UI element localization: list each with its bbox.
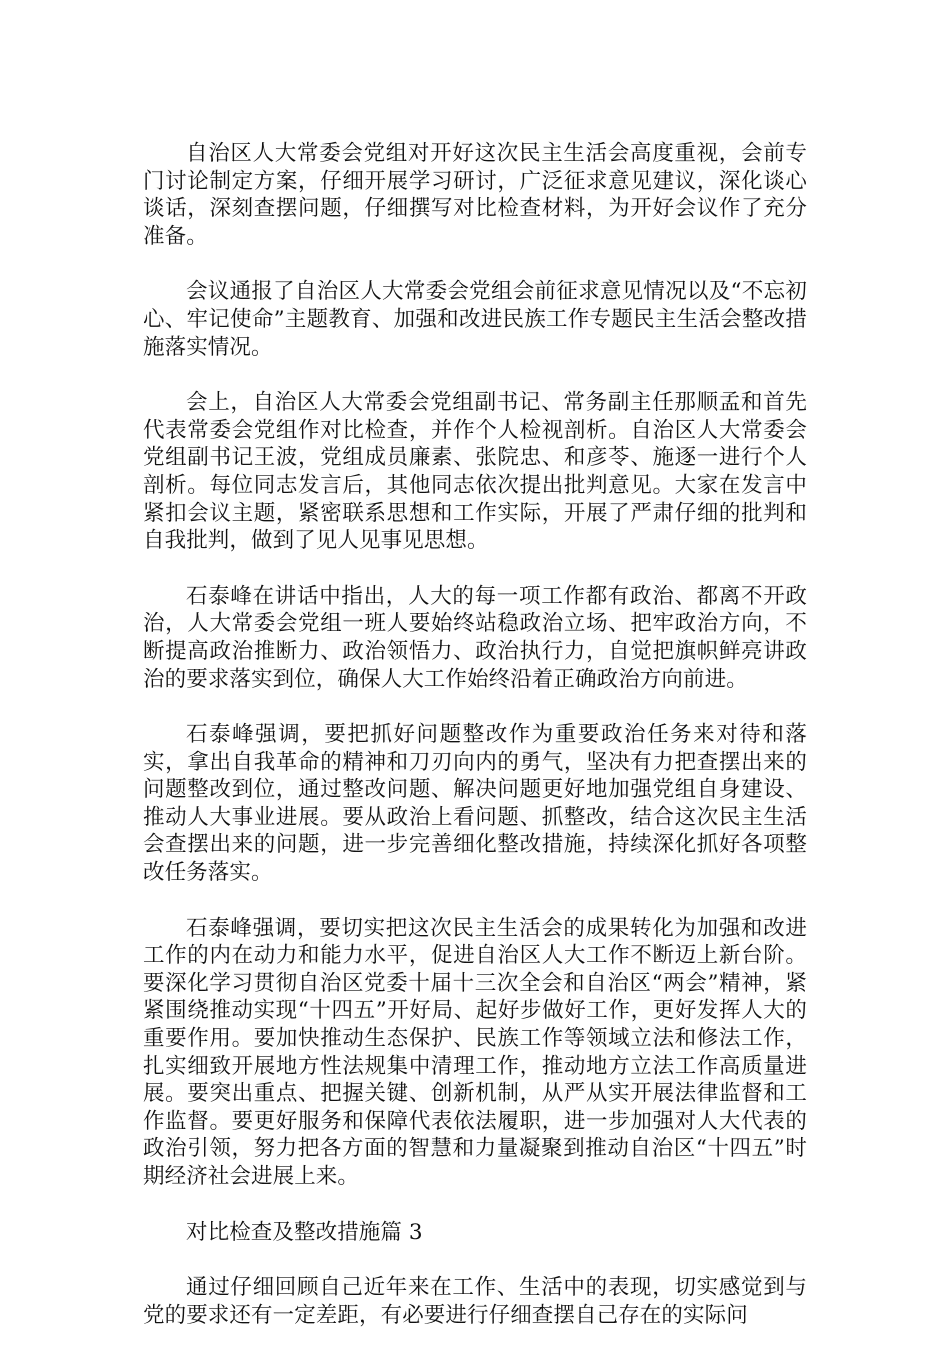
paragraph-meeting-report: 会议通报了自治区人大常委会党组会前征求意见情况以及“不忘初心、牢记使命”主题教育、加强和改进民族工作专题民主生活会整改措施落实情况。 [143, 279, 807, 360]
paragraph-outcome-conversion: 石泰峰强调，要切实把这次民主生活会的成果转化为加强和改进工作的内在动力和能力水平，促进自治区人大工作不断迈上新台阶。要深化学习贯彻自治区党委十届十三次全会和自治区“两会”精神，紧紧围绕推动实现“十四五”开好局、起好步做好工作，更好发挥人大的重要作用。要加快推动生态保护、民族工作等领域立法和修法工作，扎实细致开展地方性法规集中清理工作，推动地方立法工作高质量进展。要突出重点、把握关键、创新机制，从严从实开展法律监督和工作监督。要更好服务和保障代表依法履职，进一步加强对人大代表的政治引领，努力把各方面的智慧和力量凝聚到推动自治区“十四五”时期经济社会进展上来。 [143, 915, 807, 1189]
paragraph-speech-politics: 石泰峰在讲话中指出，人大的每一项工作都有政治、都离不开政治，人大常委会党组一班人要始终站稳政治立场、把牢政治方向，不断提高政治推断力、政治领悟力、政治执行力，自觉把旗帜鲜亮讲政治的要求落实到位，确保人大工作始终沿着正确政治方向前进。 [143, 583, 807, 692]
document-body [143, 140, 807, 1357]
paragraph-preparation: 自治区人大常委会党组对开好这次民主生活会高度重视，会前专门讨论制定方案，仔细开展学习研讨，广泛征求意见建议，深化谈心谈话，深刻查摆问题，仔细撰写对比检查材料，为开好会议作了充分准备。 [143, 141, 807, 249]
section-heading: 对比检查及整改措施篇 3 [186, 1219, 423, 1245]
paragraph-rectification: 石泰峰强调，要把抓好问题整改作为重要政治任务来对待和落实，拿出自我革命的精神和刀刃向内的勇气，坚决有力把查摆出来的问题整改到位，通过整改问题、解决问题更好地加强党组自身建设、推动人大事业进展。要从政治上看问题、抓整改，结合这次民主生活会查摆出来的问题，进一步完善细化整改措施，持续深化抓好各项整改任务落实。 [143, 722, 807, 886]
paragraph-review-intro: 通过仔细回顾自己近年来在工作、生活中的表现，切实感觉到与党的要求还有一定差距，有必要进行仔细查摆自己存在的实际问 [143, 1275, 807, 1328]
paragraph-self-examination: 会上，自治区人大常委会党组副书记、常务副主任那顺孟和首先代表常委会党组作对比检查，并作个人检视剖析。自治区人大常委会党组副书记王波，党组成员廉素、张院忠、和彦苓、施逐一进行个人剖析。每位同志发言后，其他同志依次提出批判意见。大家在发言中紧扣会议主题，紧密联系思想和工作实际，开展了严肃仔细的批判和自我批判，做到了见人见事见思想。 [143, 390, 807, 554]
